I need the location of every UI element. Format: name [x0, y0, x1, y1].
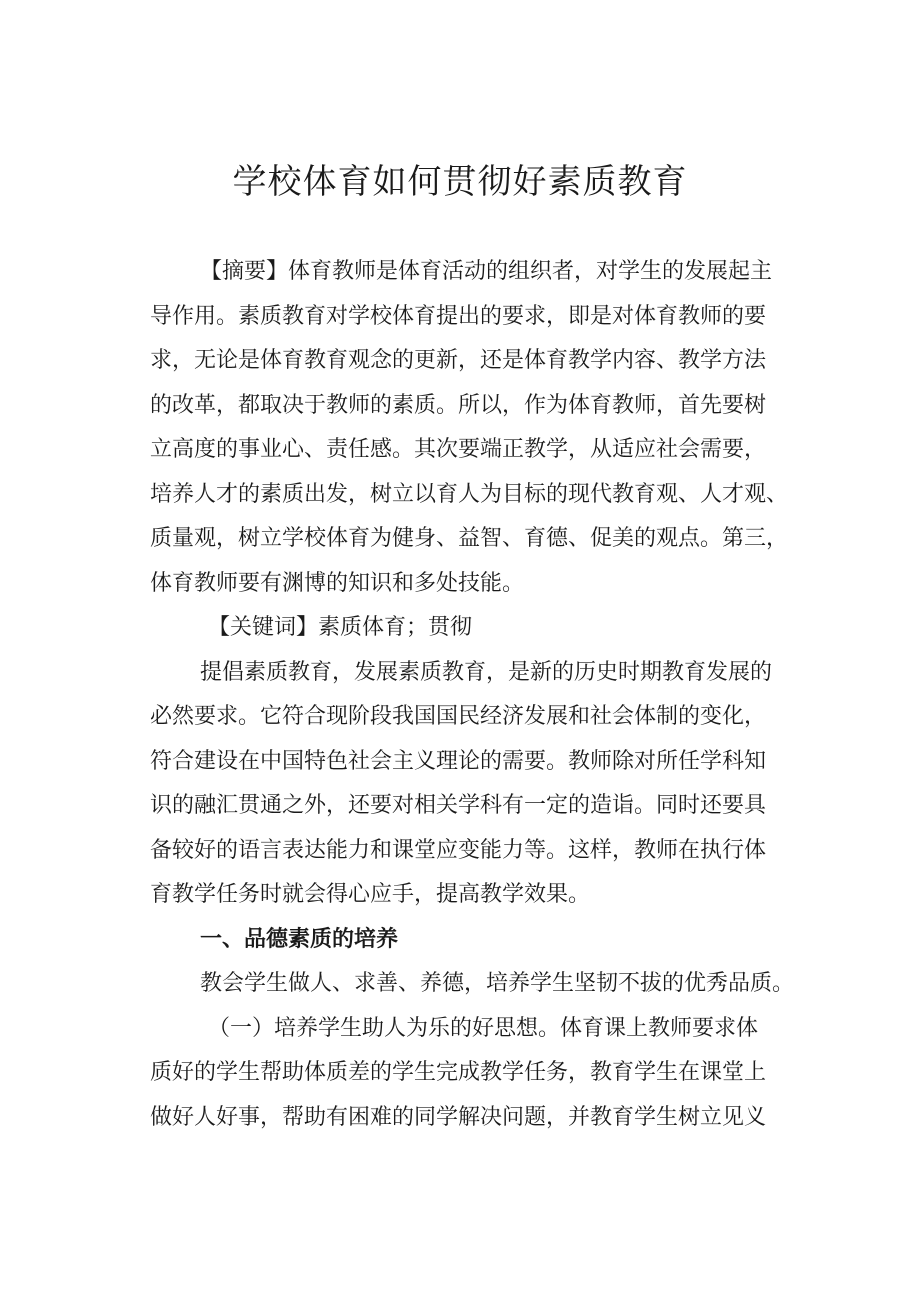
keywords-line: 【关键词】素质体育；贯彻 — [208, 615, 473, 640]
paragraph-line: 必然要求。它符合现阶段我国国民经济发展和社会体制的变化， — [150, 704, 767, 729]
paragraph-line: 提倡素质教育，发展素质教育，是新的历史时期教育发展的 — [200, 659, 773, 685]
paragraph-line: 教会学生做人、求善、养德，培养学生坚韧不拔的优秀品质。 — [200, 971, 795, 996]
section-heading: 一、品德素质的培养 — [200, 926, 399, 952]
document-title: 学校体育如何贯彻好素质教育 — [232, 162, 688, 202]
abstract-line: 【摘要】体育教师是体育活动的组织者，对学生的发展起主 — [200, 259, 773, 284]
abstract-line: 体育教师要有渊博的知识和多处技能。 — [150, 570, 525, 596]
paragraph-line: 符合建设在中国特色社会主义理论的需要。教师除对所任学科知 — [150, 748, 767, 774]
paragraph-line: 质好的学生帮助体质差的学生完成教学任务，教育学生在课堂上 — [150, 1060, 767, 1085]
paragraph-line: 识的融汇贯通之外，还要对相关学科有一定的造诣。同时还要具 — [150, 793, 767, 818]
abstract-line: 质量观，树立学校体育为健身、益智、育德、促美的观点。第三， — [150, 526, 789, 551]
document-body — [150, 250, 810, 1140]
paragraph-line: 育教学任务时就会得心应手，提高教学效果。 — [150, 882, 591, 907]
abstract-line: 导作用。素质教育对学校体育提出的要求，即是对体育教师的要 — [150, 303, 767, 329]
abstract-line: 的改革，都取决于教师的素质。所以，作为体育教师，首先要树 — [150, 392, 767, 418]
abstract-line: 立高度的事业心、责任感。其次要端正教学，从适应社会需要， — [150, 437, 767, 462]
abstract-line: 求，无论是体育教育观念的更新，还是体育教学内容、教学方法 — [150, 348, 767, 373]
paragraph-line: （一）培养学生助人为乐的好思想。体育课上教师要求体 — [208, 1015, 759, 1041]
paragraph-line: 做好人好事，帮助有困难的同学解决问题，并教育学生树立见义 — [150, 1104, 767, 1130]
abstract-line: 培养人才的素质出发，树立以育人为目标的现代教育观、人才观、 — [150, 481, 789, 507]
paragraph-line: 备较好的语言表达能力和课堂应变能力等。这样，教师在执行体 — [150, 837, 767, 863]
